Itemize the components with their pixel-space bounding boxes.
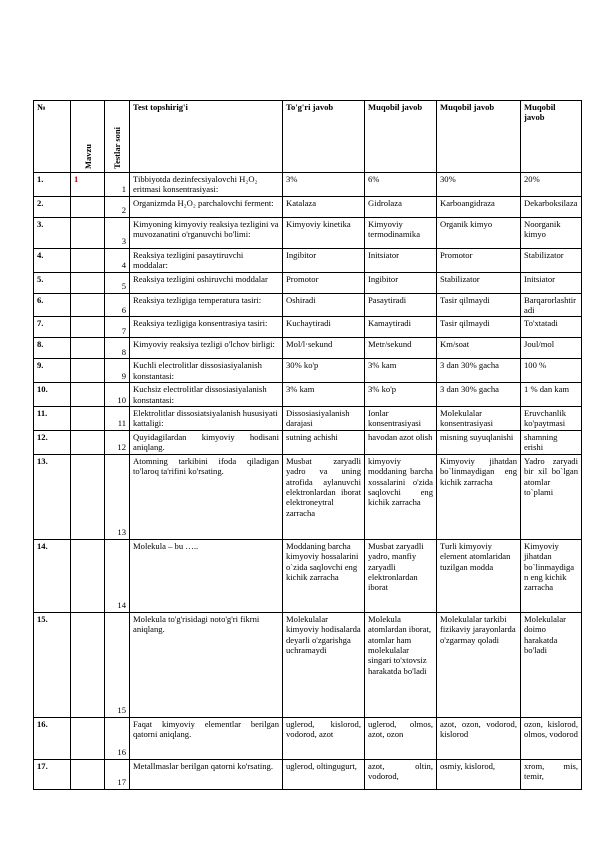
row-alt-answer-2: Tasir qilmaydi xyxy=(437,293,521,317)
row-test-count: 11 xyxy=(105,407,130,431)
row-task: Elektrolitlar dissosiatsiyalanish hususiyati kattaligi: xyxy=(130,407,283,431)
table-row xyxy=(34,539,582,612)
row-alt-answer-1: azot, oltin, vodorod, xyxy=(365,759,437,789)
row-mavzu xyxy=(71,338,105,359)
row-correct-answer: Kimyoviy kinetika xyxy=(283,217,365,248)
table-row xyxy=(34,248,582,272)
row-alt-answer-3: Molekulalar doimo harakatda bo'ladi xyxy=(521,612,582,717)
row-alt-answer-2: osmiy, kislorod, xyxy=(437,759,521,789)
row-alt-answer-1: Gidrolaza xyxy=(365,196,437,217)
header-task: Test topshirig'i xyxy=(130,101,283,173)
row-alt-answer-1: 3% ko'p xyxy=(365,383,437,407)
row-alt-answer-2: Molekulalar konsentrasiyasi xyxy=(437,407,521,431)
table-row xyxy=(34,759,582,789)
row-alt-answer-3: 20% xyxy=(521,173,582,197)
table-row xyxy=(34,430,582,454)
row-mavzu xyxy=(71,759,105,789)
row-alt-answer-1: Kamaytiradi xyxy=(365,317,437,338)
table-row xyxy=(34,272,582,293)
table-row xyxy=(34,717,582,759)
row-alt-answer-3: Eruvchanlik ko'paytmasi xyxy=(521,407,582,431)
row-alt-answer-3: Joul/mol xyxy=(521,338,582,359)
row-number: 17. xyxy=(34,759,71,789)
row-alt-answer-3: shamning erishi xyxy=(521,430,582,454)
row-number: 7. xyxy=(34,317,71,338)
row-task: Atomning tarkibini ifoda qiladigan to'laroq ta'rifini ko'rsating. xyxy=(130,454,283,539)
row-alt-answer-2: 30% xyxy=(437,173,521,197)
row-test-count: 13 xyxy=(105,454,130,539)
row-test-count: 17 xyxy=(105,759,130,789)
row-correct-answer: Promotor xyxy=(283,272,365,293)
row-number: 11. xyxy=(34,407,71,431)
row-alt-answer-1: Ionlar konsentrasiyasi xyxy=(365,407,437,431)
row-alt-answer-3: 100 % xyxy=(521,359,582,383)
table-row xyxy=(34,196,582,217)
row-alt-answer-3: Noorganik kimyo xyxy=(521,217,582,248)
row-number: 6. xyxy=(34,293,71,317)
row-alt-answer-3: Stabilizator xyxy=(521,248,582,272)
row-number: 9. xyxy=(34,359,71,383)
row-alt-answer-2: Promotor xyxy=(437,248,521,272)
row-correct-answer: Oshiradi xyxy=(283,293,365,317)
row-task: Reaksiya tezligini pasaytiruvchi moddalar: xyxy=(130,248,283,272)
row-alt-answer-3: ozon, kislorod, olmos, vodorod xyxy=(521,717,582,759)
row-alt-answer-1: kimyoviy moddaning barcha xossalarini o'zida saqlovchi eng kichik zarracha xyxy=(365,454,437,539)
row-mavzu xyxy=(71,293,105,317)
row-mavzu xyxy=(71,717,105,759)
row-test-count: 5 xyxy=(105,272,130,293)
header-correct-answer: To'g'ri javob xyxy=(283,101,365,173)
table-row xyxy=(34,338,582,359)
row-alt-answer-1: 6% xyxy=(365,173,437,197)
row-mavzu xyxy=(71,217,105,248)
row-task: Faqat kimyoviy elementlar berilgan qatorni aniqlang. xyxy=(130,717,283,759)
row-alt-answer-3: xrom, mis, temir, xyxy=(521,759,582,789)
row-alt-answer-2: Turli kimyoviy element atomlaridan tuzilgan modda xyxy=(437,539,521,612)
row-alt-answer-2: azot, ozon, vodorod, kislorod xyxy=(437,717,521,759)
row-test-count: 2 xyxy=(105,196,130,217)
row-task: Kuchsiz electrolitlar dissosiasiyalanish konstantasi: xyxy=(130,383,283,407)
row-test-count: 14 xyxy=(105,539,130,612)
row-number: 1. xyxy=(34,173,71,197)
row-alt-answer-1: havodan azot olish xyxy=(365,430,437,454)
row-correct-answer: 3% xyxy=(283,173,365,197)
row-alt-answer-1: Metr/sekund xyxy=(365,338,437,359)
row-mavzu xyxy=(71,430,105,454)
row-task: Kuchli electrolitlar dissosiasiyalanish konstantasi: xyxy=(130,359,283,383)
row-number: 5. xyxy=(34,272,71,293)
row-mavzu xyxy=(71,196,105,217)
row-correct-answer: 30% ko'p xyxy=(283,359,365,383)
row-number: 13. xyxy=(34,454,71,539)
row-alt-answer-3: Kimyoviy jihatdan bo`linmaydigan eng kichik zarracha xyxy=(521,539,582,612)
row-mavzu xyxy=(71,454,105,539)
row-number: 3. xyxy=(34,217,71,248)
row-alt-answer-2: 3 dan 30% gacha xyxy=(437,359,521,383)
row-alt-answer-1: Musbat zaryadli yadro, manfiy zaryadli elektronlardan iborat xyxy=(365,539,437,612)
row-task: Metallmaslar berilgan qatorni ko'rsating. xyxy=(130,759,283,789)
row-alt-answer-2: Karboangidraza xyxy=(437,196,521,217)
row-number: 10. xyxy=(34,383,71,407)
row-alt-answer-2: Km/soat xyxy=(437,338,521,359)
header-alt-answer-3: Muqobil javob xyxy=(521,101,582,173)
table-row xyxy=(34,173,582,197)
row-task: Reaksiya tezligini oshiruvchi moddalar xyxy=(130,272,283,293)
row-number: 12. xyxy=(34,430,71,454)
header-row xyxy=(34,101,582,173)
row-mavzu xyxy=(71,383,105,407)
row-test-count: 1 xyxy=(105,173,130,197)
row-correct-answer: Dissosiasiyalanish darajasi xyxy=(283,407,365,431)
row-test-count: 16 xyxy=(105,717,130,759)
row-alt-answer-3: Barqarorlashtiradi xyxy=(521,293,582,317)
row-alt-answer-2: Molekulalar tarkibi fizikaviy jarayonlarda o'zgarmay qoladi xyxy=(437,612,521,717)
row-test-count: 12 xyxy=(105,430,130,454)
header-mavzu: Mavzu xyxy=(71,101,105,173)
row-test-count: 6 xyxy=(105,293,130,317)
row-mavzu xyxy=(71,539,105,612)
row-alt-answer-3: Initsiator xyxy=(521,272,582,293)
row-correct-answer: sutning achishi xyxy=(283,430,365,454)
row-alt-answer-2: 3 dan 30% gacha xyxy=(437,383,521,407)
header-number: № xyxy=(34,101,71,173)
row-alt-answer-1: uglerod, olmos, azot, ozon xyxy=(365,717,437,759)
row-correct-answer: Katalaza xyxy=(283,196,365,217)
row-correct-answer: uglerod, kislorod, vodorod, azot xyxy=(283,717,365,759)
row-alt-answer-3: Dekarboksilaza xyxy=(521,196,582,217)
row-number: 2. xyxy=(34,196,71,217)
row-number: 15. xyxy=(34,612,71,717)
row-task: Organizmda H₂O₂ parchalovchi ferment: xyxy=(130,196,283,217)
row-mavzu xyxy=(71,359,105,383)
test-table xyxy=(33,100,582,790)
table-row xyxy=(34,454,582,539)
row-task: Reaksiya tezligiga konsentrasiya tasiri: xyxy=(130,317,283,338)
row-alt-answer-1: Ingibitor xyxy=(365,272,437,293)
row-task: Molekula – bu ….. xyxy=(130,539,283,612)
row-task: Quyidagilardan kimyoviy hodisani aniqlang. xyxy=(130,430,283,454)
row-alt-answer-2: misning suyuqlanishi xyxy=(437,430,521,454)
row-alt-answer-3: Yadro zaryadi bir xil bo`lgan atomlar to`plami xyxy=(521,454,582,539)
row-mavzu xyxy=(71,317,105,338)
table-row xyxy=(34,217,582,248)
row-number: 8. xyxy=(34,338,71,359)
row-alt-answer-2: Organik kimyo xyxy=(437,217,521,248)
row-task: Molekula to'g'risidagi noto'g'ri fikrni aniqlang. xyxy=(130,612,283,717)
header-alt-answer-1: Muqobil javob xyxy=(365,101,437,173)
header-testlar-soni: Testlar soni xyxy=(105,101,130,173)
row-correct-answer: Kuchaytiradi xyxy=(283,317,365,338)
table-row xyxy=(34,317,582,338)
row-alt-answer-2: Kimyoviy jihatdan bo`linmaydigan eng kichik zarracha xyxy=(437,454,521,539)
table-row xyxy=(34,612,582,717)
row-mavzu xyxy=(71,248,105,272)
row-task: Reaksiya tezligiga temperatura tasiri: xyxy=(130,293,283,317)
row-number: 4. xyxy=(34,248,71,272)
row-alt-answer-1: Pasaytiradi xyxy=(365,293,437,317)
row-mavzu xyxy=(71,407,105,431)
row-mavzu xyxy=(71,272,105,293)
table-row xyxy=(34,383,582,407)
row-correct-answer: 3% kam xyxy=(283,383,365,407)
row-task: Kimyoning kimyoviy reaksiya tezligini va muvozanatini o'rganuvchi bo'limi: xyxy=(130,217,283,248)
table-row xyxy=(34,407,582,431)
table-row xyxy=(34,359,582,383)
row-test-count: 9 xyxy=(105,359,130,383)
row-correct-answer: Mol/l·sekund xyxy=(283,338,365,359)
row-number: 14. xyxy=(34,539,71,612)
row-mavzu xyxy=(71,612,105,717)
row-alt-answer-2: Stabilizator xyxy=(437,272,521,293)
row-test-count: 15 xyxy=(105,612,130,717)
row-alt-answer-1: 3% kam xyxy=(365,359,437,383)
row-correct-answer: uglerod, oltingugurt, xyxy=(283,759,365,789)
row-task: Kimyoviy reaksiya tezligi o'lchov birligi: xyxy=(130,338,283,359)
row-correct-answer: Moddaning barcha kimyoviy hossalarini o`zida saqlovchi eng kichik zarracha xyxy=(283,539,365,612)
row-alt-answer-3: 1 % dan kam xyxy=(521,383,582,407)
row-alt-answer-3: To'xtatadi xyxy=(521,317,582,338)
table-row xyxy=(34,293,582,317)
row-correct-answer: Musbat zaryadli yadro va uning atrofida aylanuvchi elektronlardan iborat elektroneytral zarracha xyxy=(283,454,365,539)
row-number: 16. xyxy=(34,717,71,759)
header-alt-answer-2: Muqobil javob xyxy=(437,101,521,173)
row-test-count: 8 xyxy=(105,338,130,359)
row-alt-answer-2: Tasir qilmaydi xyxy=(437,317,521,338)
row-mavzu: 1 xyxy=(71,173,105,197)
row-test-count: 10 xyxy=(105,383,130,407)
row-test-count: 3 xyxy=(105,217,130,248)
row-task: Tibbiyotda dezinfecsiyalovchi H₂O₂ eritmasi konsentrasiyasi: xyxy=(130,173,283,197)
row-alt-answer-1: Molekula atomlardan iborat, atomlar ham molekulalar singari to'xtovsiz harakatda bo'ladi xyxy=(365,612,437,717)
row-alt-answer-1: Kimyoviy termodinamika xyxy=(365,217,437,248)
row-correct-answer: Ingibitor xyxy=(283,248,365,272)
row-correct-answer: Molekulalar kimyoviy hodisalarda deyarli o'zgarishga uchramaydi xyxy=(283,612,365,717)
row-alt-answer-1: Initsiator xyxy=(365,248,437,272)
row-test-count: 7 xyxy=(105,317,130,338)
row-test-count: 4 xyxy=(105,248,130,272)
